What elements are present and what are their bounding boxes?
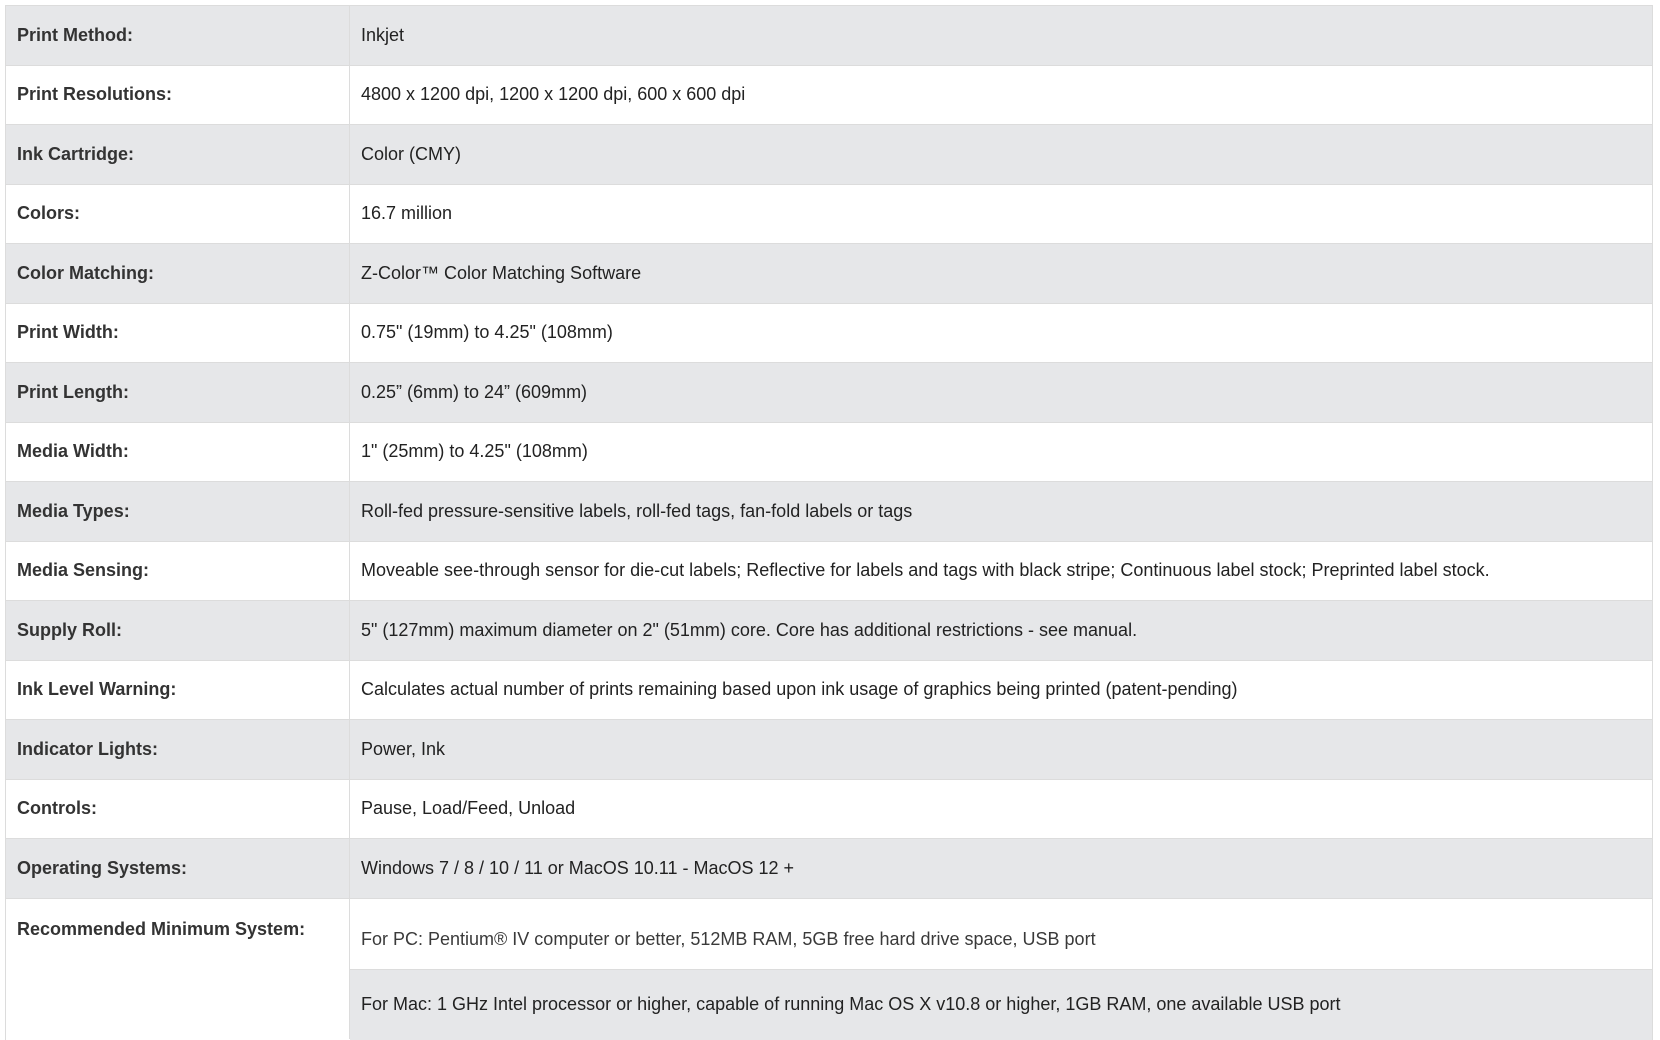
spec-value: Moveable see-through sensor for die-cut labels; Reflective for labels and tags with black stripe; Continuous label stock; Preprinted label stock. <box>361 560 1490 581</box>
spec-value: Windows 7 / 8 / 10 / 11 or MacOS 10.11 - MacOS 12 + <box>361 857 795 878</box>
spec-label: Media Width: <box>6 423 350 482</box>
spec-row-media-types <box>6 482 1652 542</box>
spec-row-print-method <box>6 6 1652 66</box>
spec-row-media-width <box>6 423 1652 483</box>
spec-value: Inkjet <box>361 24 405 45</box>
spec-label: Media Types: <box>6 482 350 541</box>
spec-label: Supply Roll: <box>6 601 350 660</box>
spec-label: Controls: <box>6 780 350 839</box>
spec-label: Print Width: <box>6 304 350 363</box>
spec-value: Z-Color™ Color Matching Software <box>361 262 642 283</box>
spec-value: Color (CMY) <box>361 143 462 164</box>
spec-label: Color Matching: <box>6 244 350 303</box>
spec-label: Ink Level Warning: <box>6 661 350 720</box>
spec-label: Media Sensing: <box>6 542 350 601</box>
spec-label: Colors: <box>6 185 350 244</box>
spec-row-recommended-minimum-system <box>6 899 1652 1040</box>
spec-value: 16.7 million <box>361 203 453 224</box>
spec-label: Print Resolutions: <box>6 66 350 125</box>
spec-label: Print Length: <box>6 363 350 422</box>
spec-value: Power, Ink <box>361 738 446 759</box>
spec-row-supply-roll <box>6 601 1652 661</box>
recommended-system-pc: For PC: Pentium® IV computer or better, 512MB RAM, 5GB free hard drive space, USB port <box>350 899 1652 970</box>
spec-value: 1" (25mm) to 4.25" (108mm) <box>361 441 588 462</box>
spec-label: Operating Systems: <box>6 839 350 898</box>
recommended-system-list <box>350 899 1652 1040</box>
spec-value: 0.25” (6mm) to 24” (609mm) <box>361 381 588 402</box>
spec-label: Print Method: <box>6 6 350 65</box>
spec-label: Ink Cartridge: <box>6 125 350 184</box>
recommended-system-mac: For Mac: 1 GHz Intel processor or higher, capable of running Mac OS X v10.8 or higher, 1GB RAM, one available USB port <box>350 970 1652 1040</box>
spec-row-indicator-lights <box>6 720 1652 780</box>
spec-value: Roll-fed pressure-sensitive labels, roll-fed tags, fan-fold labels or tags <box>361 500 913 521</box>
spec-value: Pause, Load/Feed, Unload <box>361 798 576 819</box>
spec-row-print-length <box>6 363 1652 423</box>
spec-value: 0.75" (19mm) to 4.25" (108mm) <box>361 322 613 343</box>
spec-row-color-matching <box>6 244 1652 304</box>
spec-row-controls <box>6 780 1652 840</box>
spec-value: 5" (127mm) maximum diameter on 2" (51mm) core. Core has additional restrictions - see manual. <box>361 619 1138 640</box>
spec-value: Calculates actual number of prints remaining based upon ink usage of graphics being printed (patent-pending) <box>361 679 1238 700</box>
spec-row-colors <box>6 185 1652 245</box>
spec-label: Indicator Lights: <box>6 720 350 779</box>
spec-row-media-sensing <box>6 542 1652 602</box>
spec-row-ink-cartridge <box>6 125 1652 185</box>
spec-value: 4800 x 1200 dpi, 1200 x 1200 dpi, 600 x 600 dpi <box>361 84 746 105</box>
specifications-table <box>5 5 1653 1040</box>
spec-row-operating-systems <box>6 839 1652 899</box>
spec-label: Recommended Minimum System: <box>6 899 350 1039</box>
spec-row-print-resolutions <box>6 66 1652 126</box>
spec-row-print-width <box>6 304 1652 364</box>
spec-row-ink-level-warning <box>6 661 1652 721</box>
